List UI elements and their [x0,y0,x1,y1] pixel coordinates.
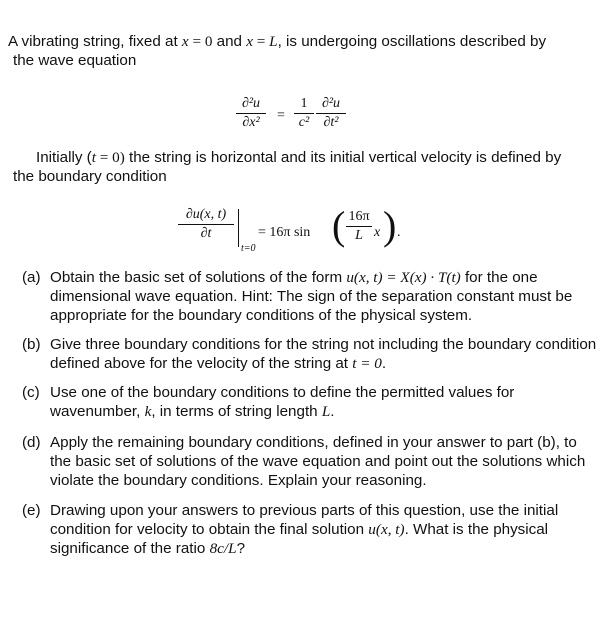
question-c-label: (c) [22,384,40,401]
question-e [22,501,598,558]
question-a [22,268,598,325]
evaluation-bar [238,209,239,247]
question-c [22,383,598,421]
question-b-label: (b) [22,336,41,353]
question-d-label: (d) [22,434,41,451]
bc-lhs-fraction: $\frac{\partial u(x, t)}{\partial t}$ [178,207,234,242]
question-e-label: (e) [22,502,41,519]
question-b-text: Give three boundary conditions for the string not including the boundary condition defined above for the velocity of the string at t = 0. [50,336,597,372]
question-a-label: (a) [22,269,41,286]
initial-condition-paragraph [8,148,598,186]
question-d-text: Apply the remaining boundary conditions, defined in your answer to part (b), to the basic set of solutions of the wave equation and point out the solutions which violate the boundary conditions. Explain your reasoning. [50,434,586,489]
boundary-condition-equation [178,203,418,257]
bc-period: . [397,225,401,240]
question-b [22,335,598,373]
question-a-text: Obtain the basic set of solutions of the form u(x, t) = X(x) · T(t) for the one dimensional wave equation. Hint: The sign of the separation constant must be appropriate for the boundary conditions of the physical system. [50,269,573,324]
left-paren: ( [332,203,346,248]
bc-argument-variable: x [374,225,381,240]
bc-rhs-coefficient: = 16π sin [258,225,311,240]
question-d [22,433,598,490]
intro-line1: A vibrating string, fixed at x = 0 and x = L, is undergoing oscillations described by [8,33,547,50]
initial-line1: Initially (t = 0) the string is horizontal and its initial vertical velocity is defined by [36,149,562,166]
wave-eq-coefficient: $\frac{1}{\text{c²}}$ [294,96,314,131]
right-paren: ) [383,203,397,248]
intro-paragraph [8,32,598,70]
wave-eq-equals: = [277,108,285,123]
question-c-text: Use one of the boundary conditions to define the permitted values for wavenumber, k, in terms of string length L. [50,384,515,420]
question-e-text: Drawing upon your answers to previous parts of this question, use the initial condition for velocity to obtain the final solution u(x, t). What is the physical significance of the ratio 8c/L? [50,502,559,557]
wave-eq-lhs-fraction: $\frac{\text{∂²u}}{\text{∂x²}}$ [236,96,266,131]
initial-line2: the boundary condition [13,168,167,185]
wave-eq-rhs-fraction: $\frac{\text{∂²u}}{\text{∂t²}}$ [316,96,346,131]
bc-argument-fraction: $\frac{16\pi}{L}$ [346,209,372,244]
evaluation-subscript: t=0 [241,243,256,254]
intro-line2: the wave equation [13,52,137,69]
